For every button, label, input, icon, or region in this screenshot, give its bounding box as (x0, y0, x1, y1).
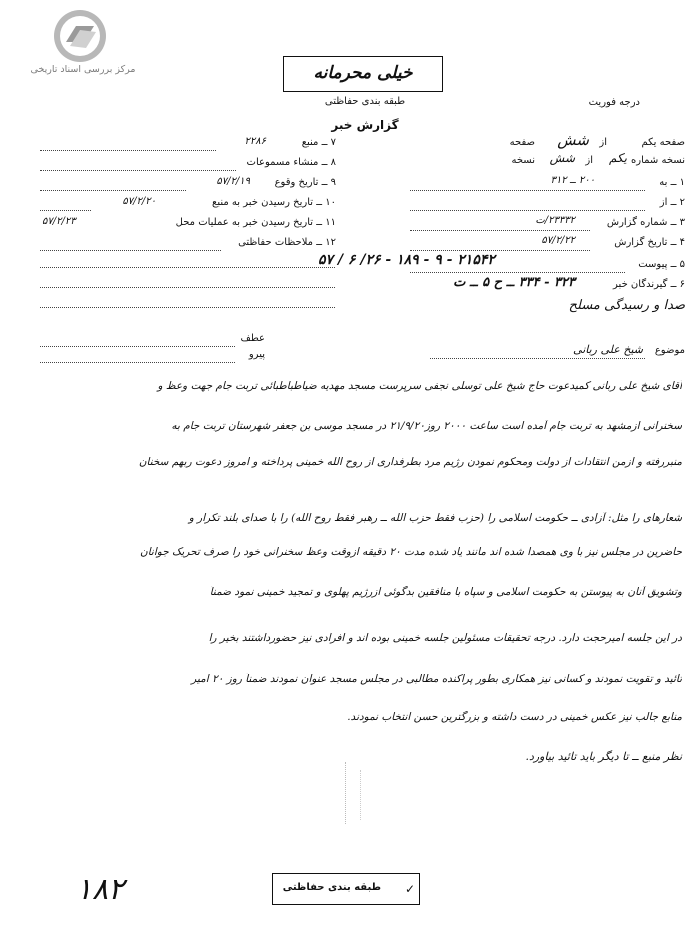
body-line: حاضرین در مجلس نیز با وی همصدا شده اند مانند یاد شده مدت ۲۰ دقیقه ازوقت وعظ سخنرانی خود را صرف تحریک جوانان (140, 546, 682, 558)
handwritten-recipients: ۳۲۳ - ۳۳۴ ــ ح ۵ ــ ت (453, 275, 575, 290)
archive-logo (52, 8, 108, 64)
field-7-value: ۲۲۸۶ (244, 136, 266, 147)
field-10-label: ۱۰ ــ تاریخ رسیدن خبر به منبع (212, 197, 336, 208)
reference-label: عطف (240, 333, 265, 344)
right-field-4 (400, 237, 685, 253)
page-label: صفحه یکم (641, 137, 685, 148)
copy-number-row (400, 153, 685, 169)
copy-label: نسخه شماره (631, 155, 685, 166)
body-line: منبررفته و ازمن انتقادات از دولت ومحکوم نمودن رژیم مرد بطرفداری از روح الله خمینی پرداخته و امروز دعوت ربهم سخنان (138, 456, 682, 468)
field-11-label: ۱۱ ــ تاریخ رسیدن خبر به عملیات محل (175, 217, 336, 228)
footer-classification-stamp (272, 873, 420, 905)
field-9-label: ۹ ــ تاریخ وقوع (274, 177, 336, 188)
left-field-8 (40, 157, 336, 173)
top-secret-stamp (283, 56, 443, 92)
copy-value: یکم (609, 151, 627, 165)
field-10-value: ۵۷/۲/۲۰ (122, 196, 156, 207)
body-line: شعارهای را مثل: آزادی ــ حکومت اسلامی را (حزب فقط حزب الله ــ رهبر فقط روح الله) را با صدای بلند تکرار و (188, 512, 682, 524)
field-1-label: ۱ ــ به (659, 177, 685, 188)
left-field-10 (40, 197, 336, 213)
field-8-label: ۸ ــ منشاء مسموعات (246, 157, 336, 168)
top-secret-stamp-text: خیلی محرمانه (313, 63, 413, 83)
body-line: سخنرانی ازمشهد به تربت جام آمده است ساعت ۲۰۰۰ روز۲۱/۹/۲۰ در مسجد موسی بن جعفر شهرستان تربت جام به (171, 420, 682, 432)
priority-label: درجه فوریت (588, 97, 640, 108)
body-line: در این جلسه امیرحجت دارد. درجه تحقیقات مسئولین جلسه خمینی بوده اند و افرادی نیز حضورداشتند بخیر را (208, 632, 682, 644)
left-blank-line-3 (40, 307, 335, 308)
body-line: تائید و تقویت نمودند و کسانی نیز همکاری بطور پراکنده مطالبی در مجلس مسجد عنوان نمودند ضمناً روز ۲۰ امیر (191, 673, 682, 685)
closing-note: نظر منبع ــ تا دیگر باید تائید بیاورد. (525, 750, 682, 763)
page-suffix: صفحه (509, 137, 535, 148)
body-line: منابع جالب نیز عکس خمینی در دست داشته و بزرگترین حسن انتخاب نمودند. (347, 711, 682, 723)
body-line: وتشویق آنان به پیوستن به حکومت اسلامی و سپاه با منافقین بدگوئی ازرژیم پهلوی و تمجید خمینی نمود ضمناً (209, 586, 682, 598)
subject-value: شیخ علی ربانی (573, 343, 643, 356)
classification-label: طبقه بندی حفاظتی (324, 96, 406, 107)
left-field-9 (40, 177, 336, 193)
archive-logo-icon (52, 8, 108, 64)
field-4-label: ۴ ــ تاریخ گزارش (614, 237, 685, 248)
page-value: شش (557, 131, 589, 149)
copy-suffix: نسخه (511, 155, 535, 166)
field-11-value: ۵۷/۲/۲۳ (42, 216, 76, 227)
faint-mark (345, 762, 348, 824)
field-5-label: ۵ ــ پیوست (638, 259, 685, 270)
handwritten-note: صدا و رسیدگی مسلح (568, 298, 685, 313)
handwritten-reference: ۲۱۵۴۲ - ۹ - ۱۸۹ - ۲۶/ ۶ / ۵۷ (318, 252, 495, 268)
field-4-value: ۵۷/۲/۲۲ (541, 235, 575, 246)
faint-mark (360, 770, 363, 820)
field-1-value: ۲۰۰ ــ ۳۱۲ (550, 175, 595, 186)
footer-stamp-label: طبقه بندی حفاظتی (282, 882, 381, 893)
field-3-value: ۲۳۳۳۲/ت (535, 215, 575, 226)
field-3-label: ۳ ــ شماره گزارش (606, 217, 685, 228)
peyro-label: پیرو (248, 349, 265, 360)
subject-label: موضوع (654, 345, 685, 356)
copy-total: شش (549, 151, 575, 165)
left-field-12 (40, 237, 336, 253)
right-field-1 (400, 177, 685, 193)
field-2-label: ۲ ــ از (659, 197, 685, 208)
report-title: گزارش خبر (331, 118, 399, 132)
field-12-label: ۱۲ ــ ملاحظات حفاظتی (238, 237, 336, 248)
field-7-label: ۷ ــ منبع (301, 137, 336, 148)
field-9-value: ۵۷/۲/۱۹ (216, 176, 250, 187)
page-from-label: از (599, 137, 607, 148)
subject-row (430, 345, 685, 361)
reference-row (40, 333, 265, 349)
body-line: آقای شیخ علی ربانی کمیدعوت حاج شیخ علی توسلی نجفی سرپرست مسجد مهدیه ضیاطباطبائی تربت جام جهت وعظ و (157, 380, 682, 392)
left-blank-line-1 (40, 267, 335, 268)
archive-logo-caption: مرکز بررسی اسناد تاریخی (30, 64, 136, 75)
field-6-label: ۶ ــ گیرندگان خبر (613, 279, 685, 290)
page-number-row (400, 131, 685, 151)
copy-from-label: از (585, 155, 593, 166)
right-field-2 (400, 197, 685, 213)
peyro-row (40, 349, 265, 365)
left-field-7 (40, 137, 336, 153)
right-field-3 (400, 217, 685, 233)
left-blank-line-2 (40, 287, 335, 288)
margin-page-number: ۱۸۲ (75, 872, 125, 907)
stamp-mark-icon: ✓ (404, 882, 415, 896)
left-field-11 (40, 217, 336, 233)
